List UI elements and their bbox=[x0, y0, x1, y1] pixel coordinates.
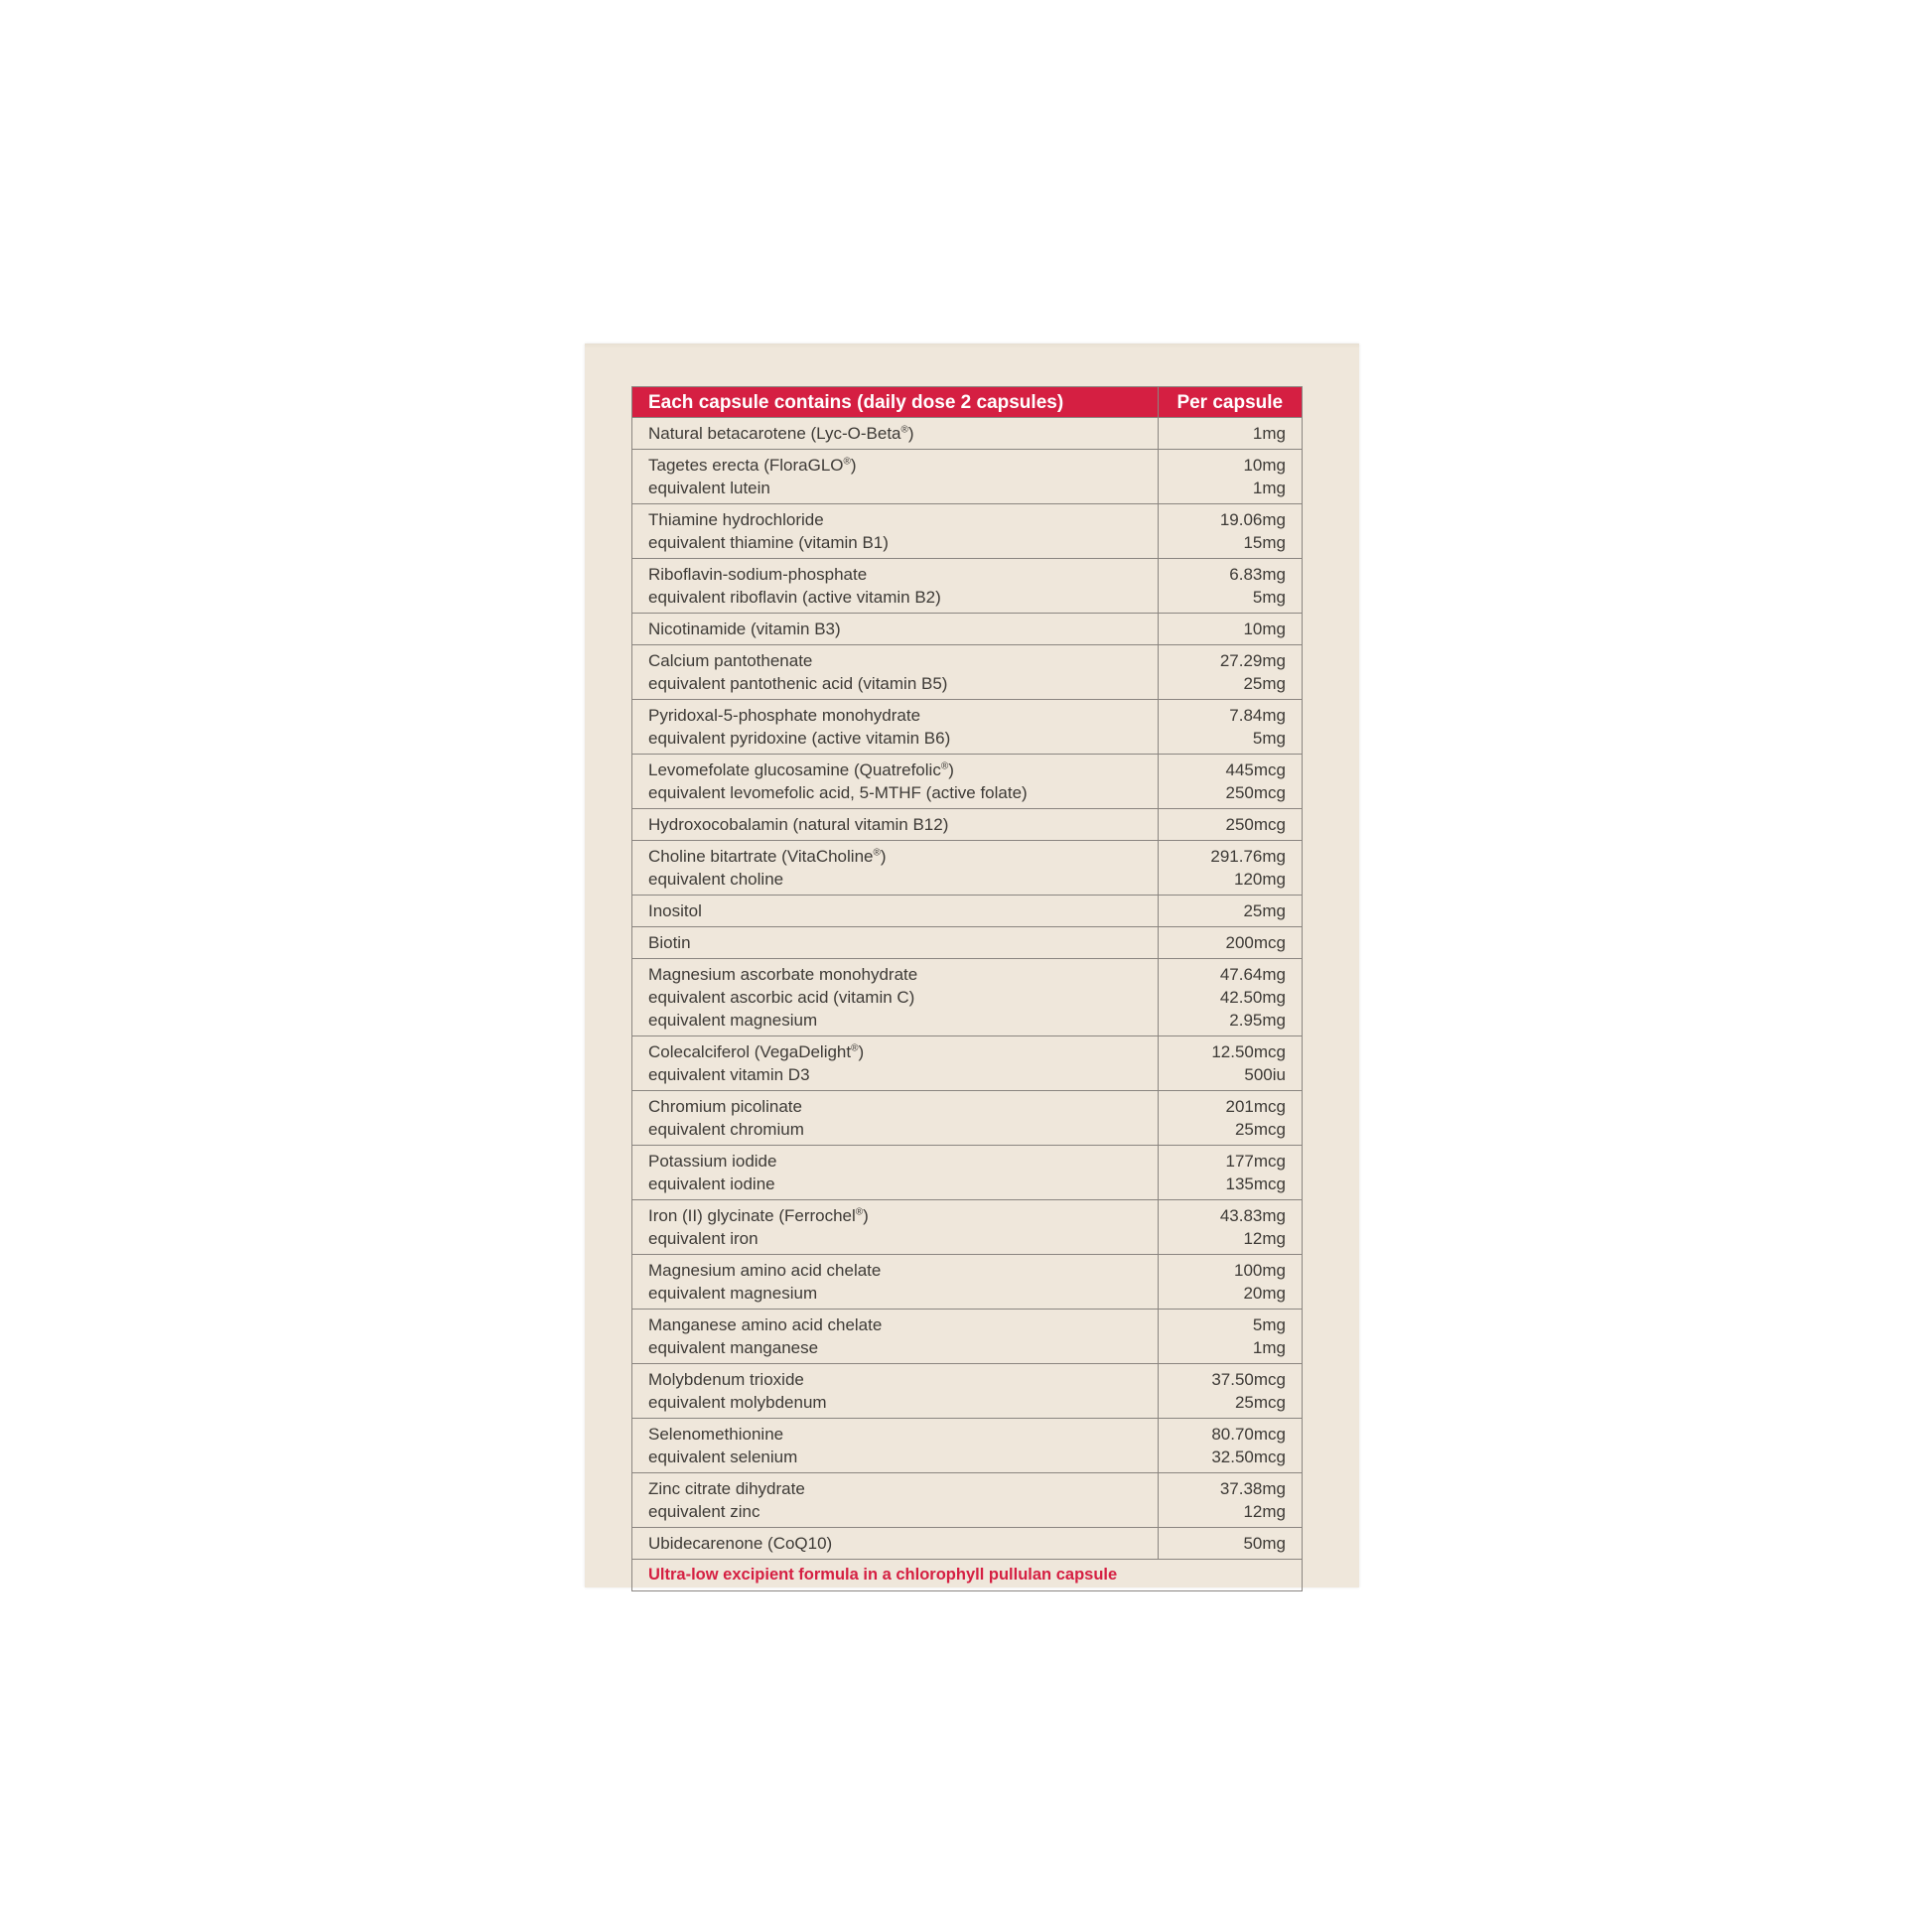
amount-value: 250mcg bbox=[1225, 815, 1286, 834]
ingredient-name: Tagetes erecta (FloraGLO®) bbox=[648, 456, 857, 475]
amount-value: 250mcg bbox=[1225, 783, 1286, 802]
ingredient-name: Selenomethionine bbox=[648, 1425, 784, 1444]
amount-cell bbox=[1158, 1528, 1302, 1560]
amount-cell bbox=[1158, 927, 1302, 959]
ingredient-equivalent: equivalent manganese bbox=[648, 1338, 819, 1357]
ingredient-cell bbox=[632, 1310, 1159, 1364]
ingredient-equivalent: equivalent lutein bbox=[648, 479, 770, 497]
table-row bbox=[632, 700, 1303, 755]
amount-value: 10mg bbox=[1243, 456, 1286, 475]
table-row bbox=[632, 755, 1303, 809]
ingredient-name: Hydroxocobalamin (natural vitamin B12) bbox=[648, 815, 949, 834]
ingredient-equivalent: equivalent magnesium bbox=[648, 1011, 818, 1030]
ingredient-cell bbox=[632, 700, 1159, 755]
ingredient-name: Inositol bbox=[648, 901, 702, 920]
ingredient-cell bbox=[632, 755, 1159, 809]
table-row bbox=[632, 1036, 1303, 1091]
ingredient-cell bbox=[632, 450, 1159, 504]
amount-cell bbox=[1158, 1200, 1302, 1255]
amount-cell bbox=[1158, 841, 1302, 896]
amount-cell bbox=[1158, 1310, 1302, 1364]
ingredient-equivalent: equivalent pantothenic acid (vitamin B5) bbox=[648, 674, 948, 693]
ingredient-cell bbox=[632, 1146, 1159, 1200]
ingredient-cell bbox=[632, 927, 1159, 959]
amount-value: 32.50mcg bbox=[1211, 1448, 1286, 1466]
amount-value: 177mcg bbox=[1225, 1152, 1286, 1171]
ingredient-equivalent: equivalent magnesium bbox=[648, 1284, 818, 1303]
table-row bbox=[632, 959, 1303, 1036]
ingredient-name: Ubidecarenone (CoQ10) bbox=[648, 1534, 833, 1553]
table-row bbox=[632, 896, 1303, 927]
amount-value: 120mg bbox=[1234, 870, 1286, 889]
amount-value: 25mcg bbox=[1234, 1120, 1286, 1139]
nutrition-table bbox=[631, 386, 1303, 1591]
ingredient-name: Magnesium ascorbate monohydrate bbox=[648, 965, 918, 984]
table-row bbox=[632, 645, 1303, 700]
amount-value: 50mg bbox=[1243, 1534, 1286, 1553]
ingredient-equivalent: equivalent riboflavin (active vitamin B2) bbox=[648, 588, 941, 607]
amount-value: 1mg bbox=[1252, 479, 1286, 497]
amount-value: 37.50mcg bbox=[1211, 1370, 1286, 1389]
ingredient-equivalent: equivalent chromium bbox=[648, 1120, 804, 1139]
amount-cell bbox=[1158, 450, 1302, 504]
ingredient-name: Zinc citrate dihydrate bbox=[648, 1479, 805, 1498]
ingredient-cell bbox=[632, 841, 1159, 896]
table-row bbox=[632, 1310, 1303, 1364]
amount-cell bbox=[1158, 1364, 1302, 1419]
amount-value: 2.95mg bbox=[1229, 1011, 1286, 1030]
table-row bbox=[632, 1419, 1303, 1473]
amount-value: 27.29mg bbox=[1219, 651, 1286, 670]
table-row bbox=[632, 1528, 1303, 1560]
amount-cell bbox=[1158, 1091, 1302, 1146]
amount-value: 12mg bbox=[1243, 1229, 1286, 1248]
ingredient-equivalent: equivalent zinc bbox=[648, 1502, 760, 1521]
amount-cell bbox=[1158, 755, 1302, 809]
table-row bbox=[632, 1146, 1303, 1200]
amount-value: 100mg bbox=[1234, 1261, 1286, 1280]
ingredient-equivalent: equivalent vitamin D3 bbox=[648, 1065, 810, 1084]
amount-cell bbox=[1158, 614, 1302, 645]
amount-cell bbox=[1158, 559, 1302, 614]
ingredient-cell bbox=[632, 614, 1159, 645]
ingredient-cell bbox=[632, 1364, 1159, 1419]
table-row bbox=[632, 1473, 1303, 1528]
ingredient-name: Pyridoxal-5-phosphate monohydrate bbox=[648, 706, 921, 725]
header-per-capsule: Per capsule bbox=[1158, 387, 1302, 418]
ingredient-cell bbox=[632, 1473, 1159, 1528]
amount-cell bbox=[1158, 1146, 1302, 1200]
ingredient-equivalent: equivalent pyridoxine (active vitamin B6) bbox=[648, 729, 951, 748]
table-row bbox=[632, 841, 1303, 896]
amount-value: 1mg bbox=[1252, 1338, 1286, 1357]
amount-cell bbox=[1158, 959, 1302, 1036]
ingredient-cell bbox=[632, 418, 1159, 450]
table-row bbox=[632, 1091, 1303, 1146]
ingredient-name: Riboflavin-sodium-phosphate bbox=[648, 565, 868, 584]
ingredient-cell bbox=[632, 1528, 1159, 1560]
amount-value: 291.76mg bbox=[1210, 847, 1286, 866]
ingredient-name: Nicotinamide (vitamin B3) bbox=[648, 620, 841, 638]
amount-value: 25mg bbox=[1243, 901, 1286, 920]
amount-cell bbox=[1158, 809, 1302, 841]
table-row bbox=[632, 450, 1303, 504]
amount-value: 42.50mg bbox=[1219, 988, 1286, 1007]
ingredient-equivalent: equivalent selenium bbox=[648, 1448, 798, 1466]
box-top-flap bbox=[585, 344, 1359, 348]
ingredient-name: Calcium pantothenate bbox=[648, 651, 813, 670]
amount-value: 5mg bbox=[1252, 1315, 1286, 1334]
ingredient-name: Chromium picolinate bbox=[648, 1097, 802, 1116]
amount-value: 6.83mg bbox=[1229, 565, 1286, 584]
table-row bbox=[632, 504, 1303, 559]
amount-value: 80.70mcg bbox=[1211, 1425, 1286, 1444]
amount-value: 20mg bbox=[1243, 1284, 1286, 1303]
header-ingredient: Each capsule contains (daily dose 2 capsules) bbox=[632, 387, 1159, 418]
ingredient-name: Iron (II) glycinate (Ferrochel®) bbox=[648, 1206, 869, 1225]
table-row bbox=[632, 418, 1303, 450]
ingredient-equivalent: equivalent iodine bbox=[648, 1174, 775, 1193]
table-row bbox=[632, 1200, 1303, 1255]
amount-value: 10mg bbox=[1243, 620, 1286, 638]
table-row bbox=[632, 559, 1303, 614]
ingredient-name: Natural betacarotene (Lyc-O-Beta®) bbox=[648, 424, 914, 443]
amount-cell bbox=[1158, 418, 1302, 450]
table-row bbox=[632, 614, 1303, 645]
amount-value: 5mg bbox=[1252, 588, 1286, 607]
ingredient-name: Magnesium amino acid chelate bbox=[648, 1261, 882, 1280]
ingredient-equivalent: equivalent thiamine (vitamin B1) bbox=[648, 533, 889, 552]
ingredient-cell bbox=[632, 645, 1159, 700]
amount-value: 43.83mg bbox=[1219, 1206, 1286, 1225]
amount-value: 500iu bbox=[1244, 1065, 1286, 1084]
amount-value: 25mg bbox=[1243, 674, 1286, 693]
table-row bbox=[632, 927, 1303, 959]
ingredient-equivalent: equivalent molybdenum bbox=[648, 1393, 827, 1412]
ingredient-cell bbox=[632, 504, 1159, 559]
ingredient-equivalent: equivalent levomefolic acid, 5-MTHF (active folate) bbox=[648, 783, 1028, 802]
amount-value: 201mcg bbox=[1225, 1097, 1286, 1116]
amount-value: 7.84mg bbox=[1229, 706, 1286, 725]
table-body bbox=[632, 418, 1303, 1560]
amount-cell bbox=[1158, 896, 1302, 927]
ingredient-cell bbox=[632, 1091, 1159, 1146]
ingredient-cell bbox=[632, 559, 1159, 614]
ingredient-name: Molybdenum trioxide bbox=[648, 1370, 804, 1389]
amount-value: 15mg bbox=[1243, 533, 1286, 552]
ingredient-name: Manganese amino acid chelate bbox=[648, 1315, 883, 1334]
ingredient-cell bbox=[632, 959, 1159, 1036]
ingredient-cell bbox=[632, 809, 1159, 841]
ingredient-cell bbox=[632, 1036, 1159, 1091]
amount-cell bbox=[1158, 700, 1302, 755]
amount-value: 47.64mg bbox=[1219, 965, 1286, 984]
ingredient-equivalent: equivalent ascorbic acid (vitamin C) bbox=[648, 988, 915, 1007]
amount-cell bbox=[1158, 1255, 1302, 1310]
amount-value: 37.38mg bbox=[1219, 1479, 1286, 1498]
ingredient-equivalent: equivalent choline bbox=[648, 870, 784, 889]
amount-value: 445mcg bbox=[1225, 760, 1286, 779]
ingredient-name: Thiamine hydrochloride bbox=[648, 510, 824, 529]
amount-cell bbox=[1158, 1473, 1302, 1528]
ingredient-cell bbox=[632, 896, 1159, 927]
amount-value: 1mg bbox=[1252, 424, 1286, 443]
ingredient-name: Colecalciferol (VegaDelight®) bbox=[648, 1042, 865, 1061]
amount-value: 12.50mcg bbox=[1211, 1042, 1286, 1061]
ingredient-name: Choline bitartrate (VitaCholine®) bbox=[648, 847, 887, 866]
ingredient-cell bbox=[632, 1255, 1159, 1310]
amount-cell bbox=[1158, 1419, 1302, 1473]
amount-value: 200mcg bbox=[1225, 933, 1286, 952]
table-header-row bbox=[632, 387, 1303, 418]
ingredient-cell bbox=[632, 1419, 1159, 1473]
ingredient-name: Biotin bbox=[648, 933, 691, 952]
table-row bbox=[632, 1255, 1303, 1310]
table-footer-row bbox=[632, 1560, 1303, 1591]
ingredient-name: Levomefolate glucosamine (Quatrefolic®) bbox=[648, 760, 954, 779]
amount-cell bbox=[1158, 1036, 1302, 1091]
amount-cell bbox=[1158, 645, 1302, 700]
footer-note: Ultra-low excipient formula in a chlorophyll pullulan capsule bbox=[632, 1560, 1303, 1591]
amount-cell bbox=[1158, 504, 1302, 559]
table-row bbox=[632, 1364, 1303, 1419]
table-row bbox=[632, 809, 1303, 841]
ingredient-equivalent: equivalent iron bbox=[648, 1229, 759, 1248]
amount-value: 5mg bbox=[1252, 729, 1286, 748]
amount-value: 135mcg bbox=[1225, 1174, 1286, 1193]
amount-value: 25mcg bbox=[1234, 1393, 1286, 1412]
ingredient-name: Potassium iodide bbox=[648, 1152, 777, 1171]
amount-value: 12mg bbox=[1243, 1502, 1286, 1521]
amount-value: 19.06mg bbox=[1219, 510, 1286, 529]
ingredient-cell bbox=[632, 1200, 1159, 1255]
